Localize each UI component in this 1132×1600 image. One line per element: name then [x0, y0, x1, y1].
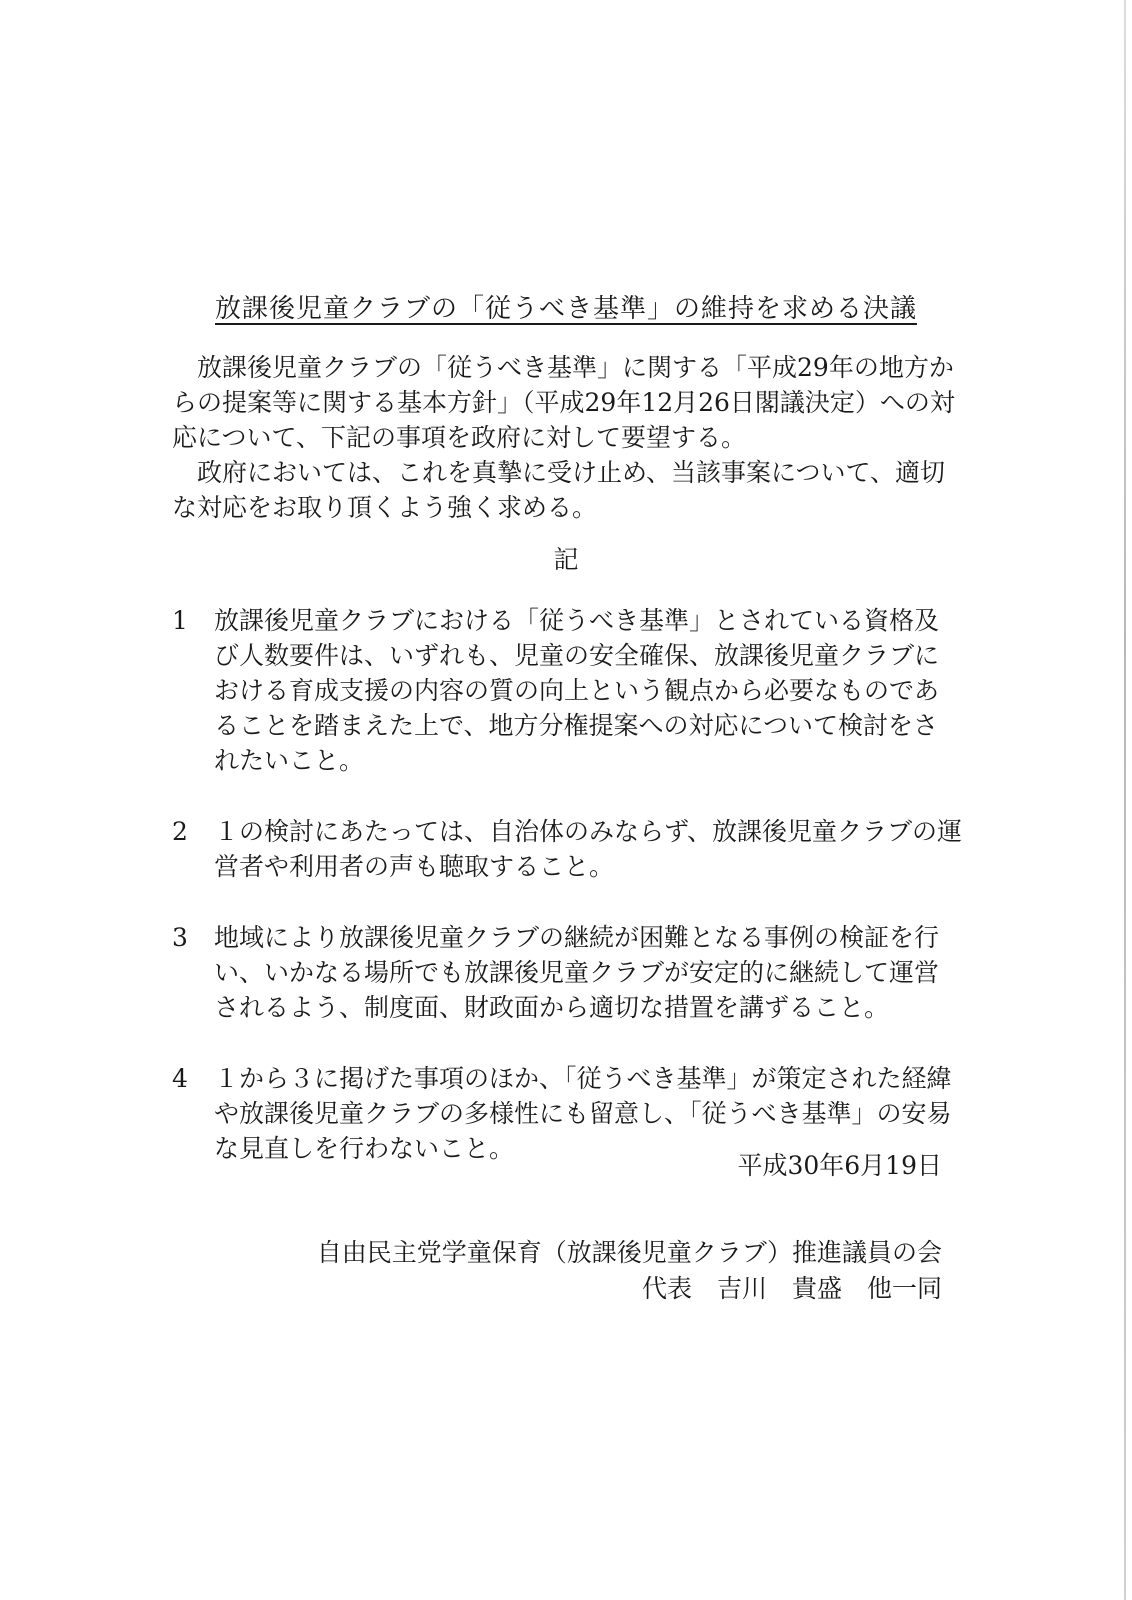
preamble-paragraph-2: 政府においては、これを真摯に受け止め、当該事案について、適切な対応をお取り頂くよう強く求める。: [172, 458, 946, 522]
ki-heading: 記: [553, 545, 579, 574]
item-text: １から３に掲げた事項のほか、「従うべき基準」が策定された経緯や放課後児童クラブの多様性にも留意し、「従うべき基準」の安易な見直しを行わないこと。: [214, 1064, 952, 1163]
document-date: 平成30年6月19日: [737, 1151, 942, 1180]
document-title: 放課後児童クラブの「従うべき基準」の維持を求める決議: [214, 294, 917, 324]
preamble: [172, 350, 962, 525]
item-text: 放課後児童クラブにおける「従うべき基準」とされている資格及び人数要件は、いずれも、児童の安全確保、放課後児童クラブにおける育成支援の内容の質の向上という観点から必要なものであることを踏まえた上で、地方分権提案への対応について検討をされたいこと。: [214, 606, 940, 775]
signature-organization: 自由民主党学童保育（放課後児童クラブ）推進議員の会: [316, 1238, 942, 1267]
item-number: 2: [172, 817, 188, 846]
item-number: 3: [172, 923, 188, 952]
item-text: １の検討にあたっては、自治体のみならず、放課後児童クラブの運営者や利用者の声も聴取すること。: [214, 817, 963, 881]
preamble-paragraph-1: 放課後児童クラブの「従うべき基準」に関する「平成29年の地方からの提案等に関する基本方針」（平成29年12月26日閣議決定）への対応について、下記の事項を政府に対して要望する。: [172, 353, 955, 452]
signature-block: [317, 1235, 942, 1307]
item-number: 4: [172, 1064, 188, 1093]
item-number: 1: [172, 606, 188, 635]
item-text: 地域により放課後児童クラブの継続が困難となる事例の検証を行い、いかなる場所でも放課後児童クラブが安定的に継続して運営されるよう、制度面、財政面から適切な措置を講ずること。: [214, 923, 940, 1022]
signature-representative: 代表 吉川 貴盛 他一同: [641, 1274, 942, 1303]
list-item: [172, 603, 962, 778]
list-item: [172, 920, 962, 1025]
scan-edge-line: [1124, 0, 1126, 1600]
list-item: [172, 814, 962, 884]
item-list: [172, 603, 962, 1202]
